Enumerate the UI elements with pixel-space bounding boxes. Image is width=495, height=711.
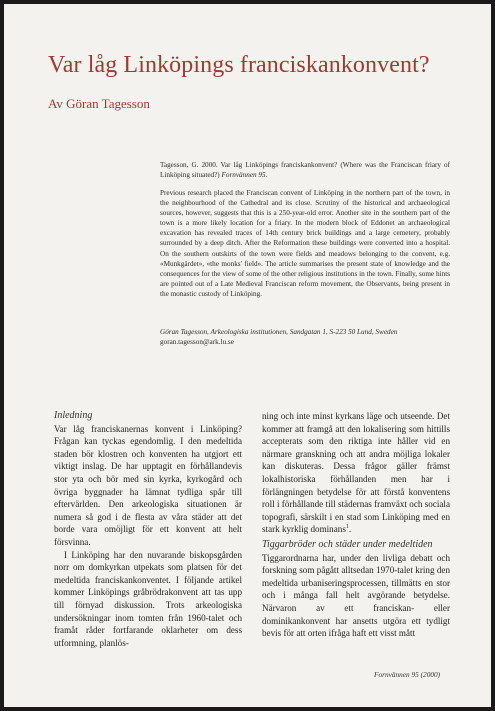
section-heading-tiggarbroder: Tiggarbröder och städer under medeltiden <box>262 538 433 550</box>
footnote-marker[interactable]: 1 <box>345 524 349 531</box>
left-column <box>54 410 242 649</box>
paragraph: I Linköping har den nuvarande biskopsgården norr om domkyrkan utpekats som platsen för det medeltida franciskankonventet. I följande artikel kommer Linköpings gråbrödrakonvent att tas upp till förnyad diskussion. Trots arkeologiska undersökningar inom tomten från 1960-talet och framåt råder fortfarande oklarheter om dess utformning, planlös- <box>54 549 242 648</box>
section-heading-inledning: Inledning <box>54 410 93 421</box>
paragraph: Var låg franciskanernas konvent i Linköping? Frågan kan tyckas egendomlig. I den medeltida staden bör klostren och konventen ha utgjort ett viktigt inslag. De har upptagit en förhållandevis stor yta och bör med sin kyrka, kyrkogård och övriga byggnader ha lämnat tydliga spår till eftervärlden. Den arkeologiska situationen är numera så god i de flesta av våra städer att det borde vara omöjligt för ett konvent att helt försvinna. <box>54 423 242 547</box>
paragraph <box>262 410 450 536</box>
journal-page <box>4 4 491 707</box>
author-affiliation: Göran Tagesson, Arkeologiska institutionen, Sandgatan 1, S-223 50 Lund, Sweden <box>160 328 398 336</box>
author-address <box>160 327 450 347</box>
article-title: Var låg Linköpings franciskankonvent? <box>48 52 430 78</box>
paragraph: Tiggarordnarna har, under den livliga debatt och forskning som pågått alltsedan 1970-talet kring den medeltida urbaniseringsprocessen, tillmätts en stor och i många fall helt avgörande betydelse. Närvaron av ett franciskan- eller dominikankonvent har ansetts utgöra ett tydligt bevis för att orten ifråga haft ett visst mått <box>262 552 450 639</box>
paragraph-end: . <box>348 524 352 535</box>
author-email: goran.tagesson@ark.lu.se <box>160 338 234 347</box>
page-footer: Fornvännen 95 (2000) <box>374 670 441 679</box>
right-column <box>262 410 450 640</box>
article-author: Av Göran Tagesson <box>48 96 150 111</box>
abstract-citation <box>160 160 450 180</box>
abstract-body <box>160 188 450 299</box>
citation-text: Tagesson, G. 2000. Var låg Linköpings franciskankonvent? (Where was the Franciscan friary of Linköping situated?) <box>160 161 450 180</box>
paragraph-text: ning och inte minst kyrkans läge och utseende. Det kommer att framgå att den lokalisering som hittills accepterats som den riktiga inte håller vid en närmare granskning och att andra möjliga lokaler kan diskuteras. Dessa frågor gäller främst lokalhistoriska förhållanden men har i förlängningen betydelse för att förstå konventens roll i förhållande till städernas framväxt och sociala topografi, särskilt i en stad som Linköping med en stark kyrklig dominans <box>262 411 450 535</box>
citation-journal: Fornvännen 95. <box>221 171 268 180</box>
abstract-text: Previous research placed the Franciscan convent of Linköping in the northern part of the town, in the neighbourhood of the Cathedral and its close. Scrutiny of the historical and archaeological sources, however, suggests that this is a 250-year-old error. Another site in the southern part of the town is a more likely location for a friary. In the modern block of Eddonet an archaeological excavation has revealed traces of 14th century brick buildings and a large cemetery, probably surrounded by a deep ditch. After the Reformation these buildings were converted into a hospital. On the southern outskirts of the town were fields and meadows belonging to the convent, e.g. «Munkgärdet», «the monks' field». The article summarises the present state of knowledge and the consequences for the view of some of the other religious institutions in the town. Finally, some hints are pointed out of a Late Medieval Franciscan reform movement, the Observants, being present in the monastic custody of Linköping. <box>160 189 450 298</box>
